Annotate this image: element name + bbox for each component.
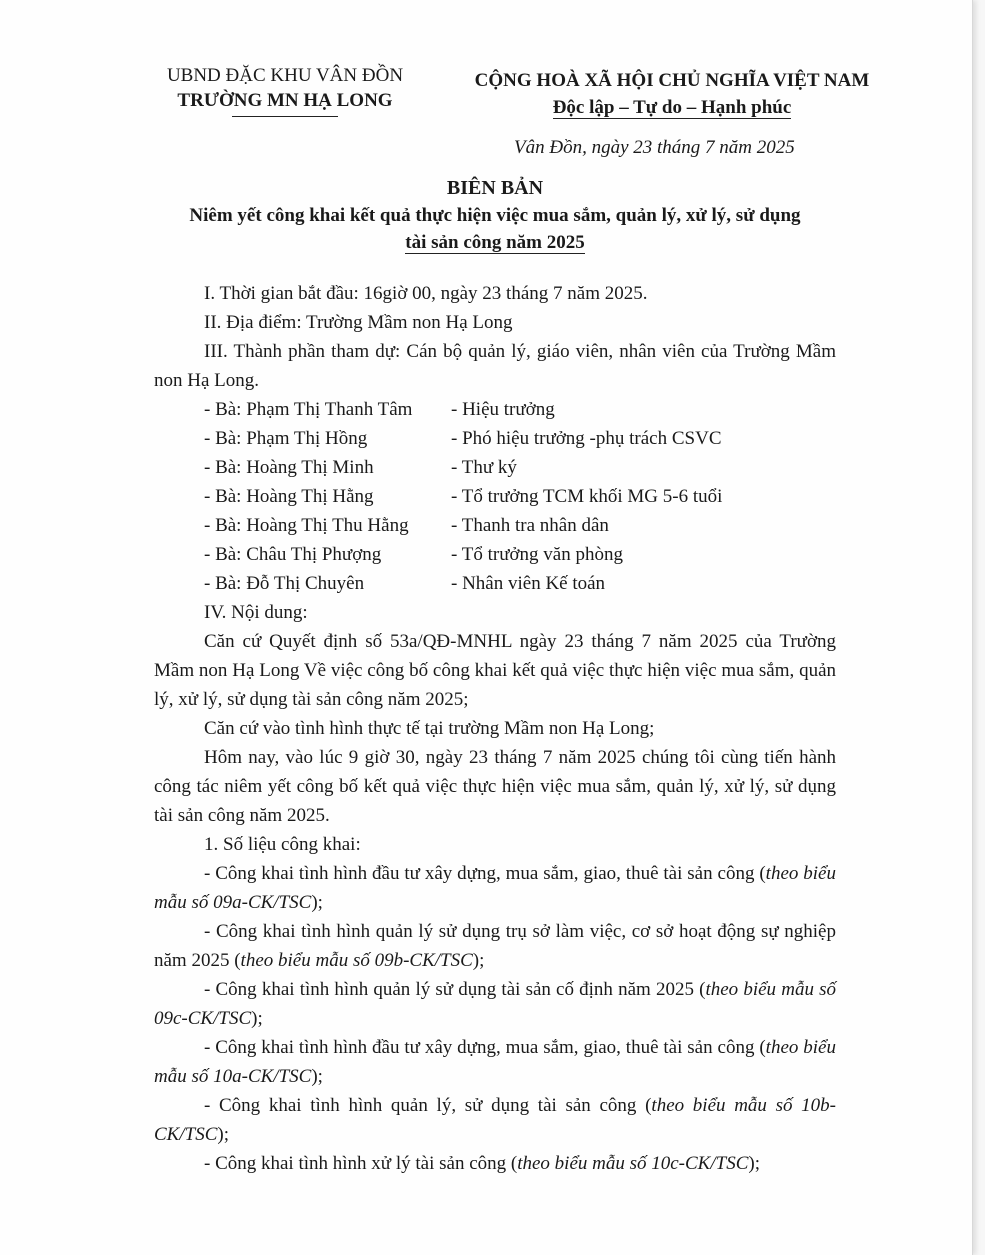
participant-role: - Hiệu trưởng: [451, 399, 555, 420]
section-location: II. Địa điểm: Trường Mầm non Hạ Long: [204, 312, 513, 333]
participant-role: - Thanh tra nhân dân: [451, 515, 609, 536]
section-participants: III. Thành phần tham dự: Cán bộ quản lý, giáo viên, nhân viên của Trường Mầm non Hạ Long.: [154, 341, 836, 391]
participant-name: - Bà: Phạm Thị Hồng: [204, 428, 368, 449]
place-date: Vân Đồn, ngày 23 tháng 7 năm 2025: [514, 137, 795, 158]
title-main: BIÊN BẢN: [446, 177, 544, 199]
document-body: [154, 279, 836, 1178]
participant-row: [154, 569, 836, 598]
participant-row: [154, 540, 836, 569]
participant-row: [154, 511, 836, 540]
participant-role: - Tổ trưởng văn phòng: [451, 544, 623, 565]
participant-row: [154, 482, 836, 511]
disclosure-item: - Công khai tình hình quản lý sử dụng trụ sở làm việc, cơ sở hoạt động sự nghiệp năm 2025 (theo biểu mẫu số 09b-CK/TSC);: [154, 921, 836, 971]
participant-name: - Bà: Hoàng Thị Thu Hằng: [204, 515, 409, 536]
participant-name: - Bà: Đỗ Thị Chuyên: [204, 573, 365, 594]
org-underline: [232, 116, 338, 117]
data-heading: 1. Số liệu công khai:: [204, 834, 361, 855]
participant-name: - Bà: Hoàng Thị Hằng: [204, 486, 374, 507]
nation-line-1: CỘNG HOÀ XÃ HỘI CHỦ NGHĨA VIỆT NAM: [474, 70, 870, 91]
org-line-1: UBND ĐẶC KHU VÂN ĐỒN: [166, 65, 404, 86]
title-sub-1: Niêm yết công khai kết quả thực hiện việc mua sắm, quản lý, xử lý, sử dụng: [189, 205, 801, 226]
form-reference: theo biểu mẫu số 10c-CK/TSC: [517, 1153, 749, 1174]
participant-row: [154, 424, 836, 453]
disclosure-item: - Công khai tình hình xử lý tài sản công (theo biểu mẫu số 10c-CK/TSC);: [204, 1153, 760, 1174]
org-line-2: TRƯỜNG MN HẠ LONG: [177, 90, 393, 111]
paragraph-situation-basis: Căn cứ vào tình hình thực tế tại trường Mầm non Hạ Long;: [204, 718, 655, 739]
paragraph-decision-basis: Căn cứ Quyết định số 53a/QĐ-MNHL ngày 23 tháng 7 năm 2025 của Trường Mầm non Hạ Long Về việc công bố công khai kết quả việc thực hiện việc mua sắm, quản lý, xử lý, sử dụng tài sản công năm 2025;: [154, 631, 836, 710]
participant-role: - Phó hiệu trưởng -phụ trách CSVC: [451, 428, 722, 449]
disclosure-item: - Công khai tình hình quản lý, sử dụng tài sản công (theo biểu mẫu số 10b-CK/TSC);: [154, 1095, 836, 1145]
participant-role: - Tổ trưởng TCM khối MG 5-6 tuổi: [451, 486, 723, 507]
participant-role: - Nhân viên Kế toán: [451, 573, 606, 594]
disclosure-item: - Công khai tình hình quản lý sử dụng tài sản cố định năm 2025 (theo biểu mẫu số 09c-CK/TSC);: [154, 979, 836, 1029]
national-motto: [448, 67, 896, 121]
participant-name: - Bà: Hoàng Thị Minh: [204, 457, 374, 478]
participant-list: [154, 395, 836, 598]
nation-line-2: Độc lập – Tự do – Hạnh phúc: [552, 97, 792, 118]
issuing-organization: [140, 63, 430, 117]
section-time: I. Thời gian bắt đầu: 16giờ 00, ngày 23 tháng 7 năm 2025.: [204, 283, 648, 304]
form-reference: theo biểu mẫu số 10a-CK/TSC: [154, 1037, 836, 1087]
participant-role: - Thư ký: [451, 457, 517, 478]
paragraph-meeting-statement: Hôm nay, vào lúc 9 giờ 30, ngày 23 tháng 7 năm 2025 chúng tôi cùng tiến hành công tác niêm yết công bố kết quả việc thực hiện việc mua sắm, quản lý, xử lý, sử dụng tài sản công năm 2025.: [154, 747, 836, 826]
participant-row: [154, 453, 836, 482]
participant-row: [154, 395, 836, 424]
form-reference: theo biểu mẫu số 09b-CK/TSC: [240, 950, 473, 971]
document-title: [140, 175, 850, 256]
participant-name: - Bà: Phạm Thị Thanh Tâm: [204, 399, 413, 420]
disclosure-item: - Công khai tình hình đầu tư xây dựng, mua sắm, giao, thuê tài sản công (theo biểu mẫu số 10a-CK/TSC);: [154, 1037, 836, 1087]
title-sub-2: tài sản công năm 2025: [405, 232, 585, 253]
disclosure-item: - Công khai tình hình đầu tư xây dựng, mua sắm, giao, thuê tài sản công (theo biểu mẫu số 09a-CK/TSC);: [154, 863, 836, 913]
participant-name: - Bà: Châu Thị Phượng: [204, 544, 382, 565]
form-reference: theo biểu mẫu số 09a-CK/TSC: [154, 863, 836, 913]
section-content-heading: IV. Nội dung:: [204, 602, 308, 623]
form-reference: theo biểu mẫu số 10b-CK/TSC: [154, 1095, 836, 1145]
form-reference: theo biểu mẫu số 09c-CK/TSC: [154, 979, 836, 1029]
